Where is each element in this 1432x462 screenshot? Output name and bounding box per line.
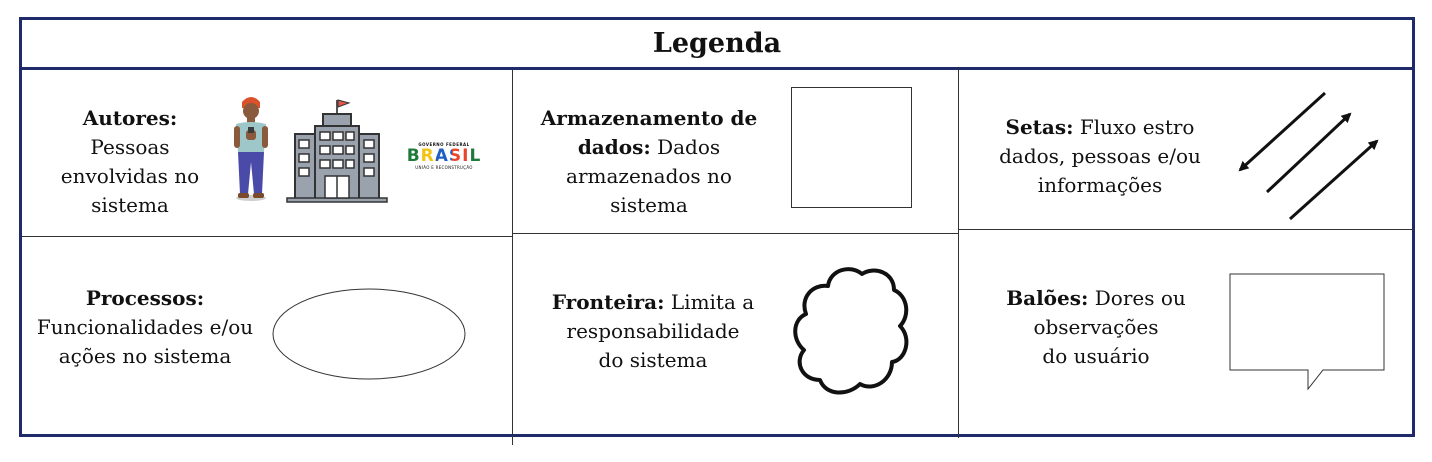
arrows-icon — [1232, 88, 1387, 224]
logo-bottom-text: UNIÃO E RECONSTRUÇÃO — [415, 165, 473, 170]
legend-title: Legenda — [652, 28, 782, 59]
baloes-term: Balões: — [1006, 286, 1089, 310]
governo-federal-logo — [404, 142, 484, 170]
baloes-desc-2: observações — [1033, 315, 1159, 339]
setas-desc-1: Fluxo estro — [1079, 115, 1195, 139]
processos-desc-2: ações no sistema — [58, 344, 232, 368]
processos-desc-1: Funcionalidades e/ou — [36, 315, 254, 339]
fronteira-label — [548, 288, 758, 375]
autores-desc-3: sistema — [91, 193, 169, 217]
setas-term: Setas: — [1005, 115, 1074, 139]
boundary-cloud-icon — [790, 264, 912, 398]
building-icon — [285, 98, 389, 202]
setas-label — [990, 113, 1210, 200]
grid-divider-h3 — [958, 229, 1414, 230]
logo-word: BRASIL — [404, 147, 484, 165]
fronteira-desc-2: responsabilidade — [566, 319, 740, 343]
armazenamento-desc-1: Dados — [657, 135, 721, 159]
armazenamento-label — [530, 104, 768, 220]
autores-label — [40, 104, 220, 220]
person-icon — [226, 94, 276, 202]
processos-label — [36, 284, 254, 371]
armazenamento-desc-2: armazenados no sistema — [566, 164, 732, 217]
logo-top-text: GOVERNO FEDERAL — [418, 142, 470, 147]
baloes-desc-1: Dores ou — [1094, 286, 1186, 310]
setas-desc-3: informações — [1037, 173, 1163, 197]
grid-divider-h2 — [512, 233, 958, 234]
autores-desc-1: Pessoas — [90, 135, 170, 159]
process-ellipse-icon — [271, 287, 467, 381]
setas-desc-2: dados, pessoas e/ou — [999, 144, 1201, 168]
baloes-label — [1000, 284, 1192, 371]
autores-desc-2: envolvidas no — [60, 164, 200, 188]
armazenamento-term-2: dados: — [577, 135, 651, 159]
armazenamento-term-1: Armazenamento de — [540, 106, 758, 130]
processos-term: Processos: — [85, 286, 205, 310]
speech-balloon-icon — [1229, 273, 1387, 393]
fronteira-desc-1: Limita a — [670, 290, 755, 314]
autores-term: Autores: — [82, 106, 178, 130]
fronteira-desc-3: do sistema — [598, 348, 708, 372]
grid-divider-v1 — [512, 70, 513, 445]
fronteira-term: Fronteira: — [551, 290, 665, 314]
grid-divider-v2 — [958, 68, 959, 438]
grid-divider-h1 — [22, 236, 512, 237]
data-store-square-icon — [791, 87, 913, 209]
legend-header — [22, 20, 1412, 70]
baloes-desc-3: do usuário — [1042, 344, 1150, 368]
